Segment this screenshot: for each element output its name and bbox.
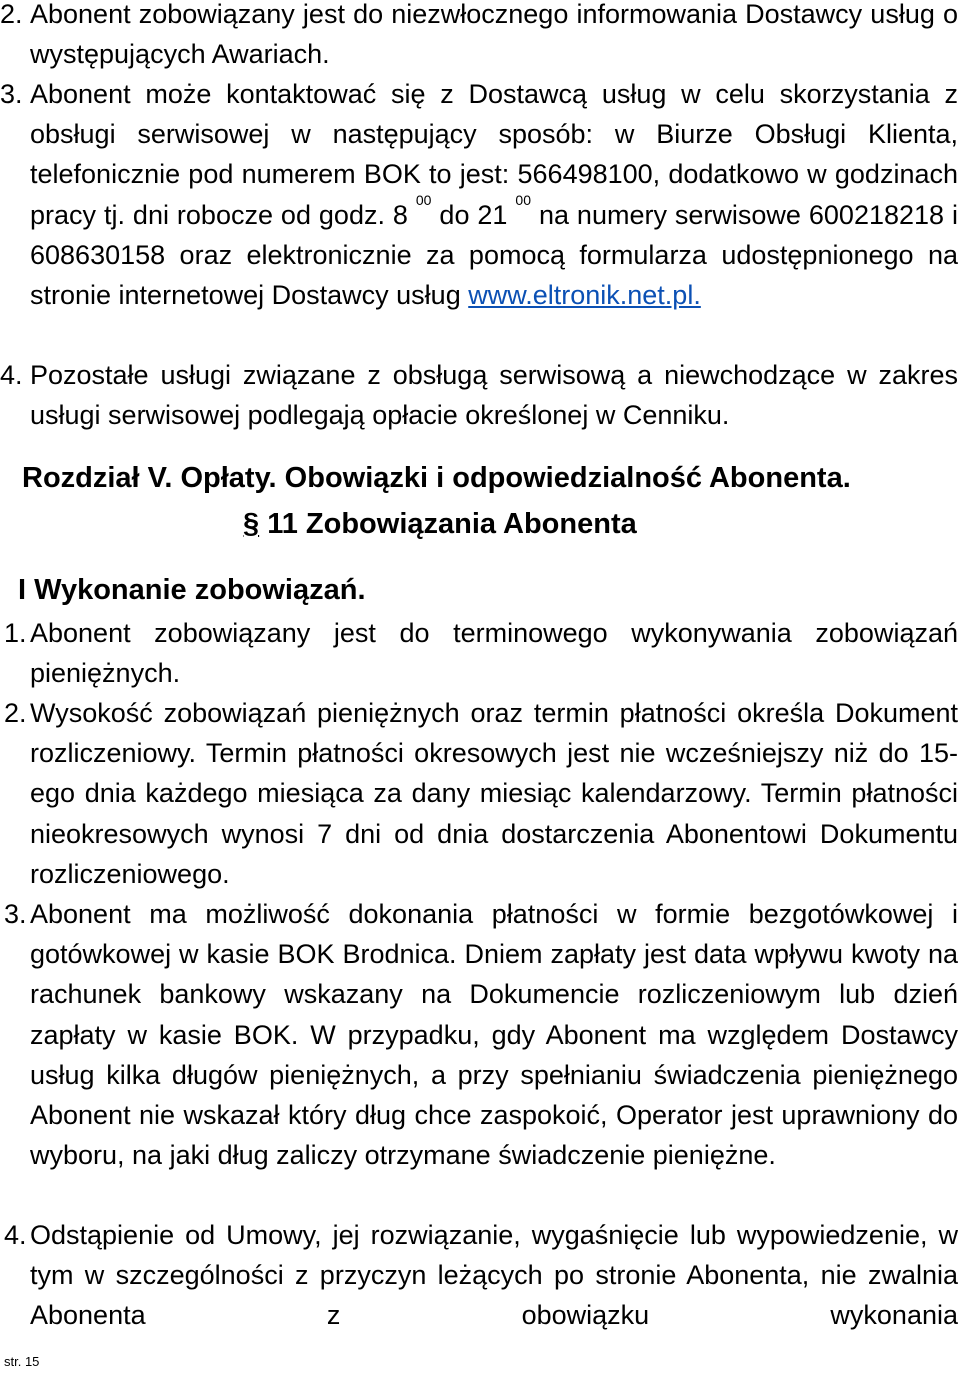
list-number: 4. — [0, 360, 23, 390]
list-number: 2. — [4, 698, 27, 728]
text-run: Abonent może kontaktować się z Dostawcą usług w celu skorzystania z obsługi serwisowej w następujący sposób: w Biurze Obsługi Klienta, telefonicznie pod numerem BOK to jest: 566498100, dodatkowo w godzinach pracy tj. dni robocze od godz. 8 — [30, 79, 958, 230]
page-number: str. 15 — [4, 1354, 40, 1369]
website-link[interactable]: www.eltronik.net.pl. — [468, 280, 701, 311]
list-text: Pozostałe usługi związane z obsługą serwisową a niewchodzące w zakres usługi serwisowej podlegają opłacie określonej w Cenniku. — [30, 360, 958, 431]
section-mark: § — [243, 508, 260, 540]
chapter-heading: Rozdział V. Opłaty. Obowiązki i odpowiedzialność Abonenta. — [22, 462, 851, 494]
list-number: 3. — [0, 79, 23, 109]
list-text: Abonent zobowiązany jest do terminowego wykonywania zobowiązań pieniężnych. — [30, 618, 958, 689]
list-text: Abonent zobowiązany jest do niezwłocznego informowania Dostawcy usług o występujących Awariach. — [30, 0, 958, 70]
list-number: 2. — [0, 0, 23, 29]
section-title: 11 Zobowiązania Abonenta — [267, 508, 637, 540]
list-number: 1. — [4, 618, 27, 648]
superscript: 00 — [415, 191, 432, 208]
text-run: na numery serwisowe 600218218 i 608630158 oraz elektronicznie za pomocą formularza udostępnionego na stronie internetowej Dostawcy usług — [30, 199, 958, 311]
list-text — [30, 74, 958, 315]
subsection-heading: I Wykonanie zobowiązań. — [18, 574, 366, 606]
list-number: 3. — [4, 899, 27, 929]
superscript: 00 — [515, 191, 531, 208]
section-heading — [243, 508, 637, 541]
list-number: 4. — [4, 1220, 27, 1250]
list-text: Abonent ma możliwość dokonania płatności w formie bezgotówkowej i gotówkowej w kasie BOK Brodnica. Dniem zapłaty jest data wpływu kwoty na rachunek bankowy wskazany na Dokumencie rozliczeniowym lub dzień zapłaty w kasie BOK. W przypadku, gdy Abonent ma względem Dostawcy usług kilka długów pieniężnych, a przy spełnianiu świadczenia pieniężnego Abonent nie wskazał który dług chce zaspokoić, Operator jest uprawniony do wyboru, na jaki dług zaliczy otrzymane świadczenie pieniężne. — [30, 899, 958, 1171]
list-text: Wysokość zobowiązań pieniężnych oraz termin płatności określa Dokument rozliczeniowy. Termin płatności okresowych jest nie wcześniejszy niż do 15-ego dnia każdego miesiąca za dany miesiąc kalendarzowy. Termin płatności nieokresowych wynosi 7 dni od dnia dostarczenia Abonentowi Dokumentu rozliczeniowego. — [30, 698, 958, 889]
list-text: Odstąpienie od Umowy, jej rozwiązanie, wygaśnięcie lub wypowiedzenie, w tym w szczególności z przyczyn leżących po stronie Abonenta, nie zwalnia Abonenta z obowiązku wykonania — [30, 1220, 958, 1331]
text-run: do 21 — [431, 199, 516, 230]
